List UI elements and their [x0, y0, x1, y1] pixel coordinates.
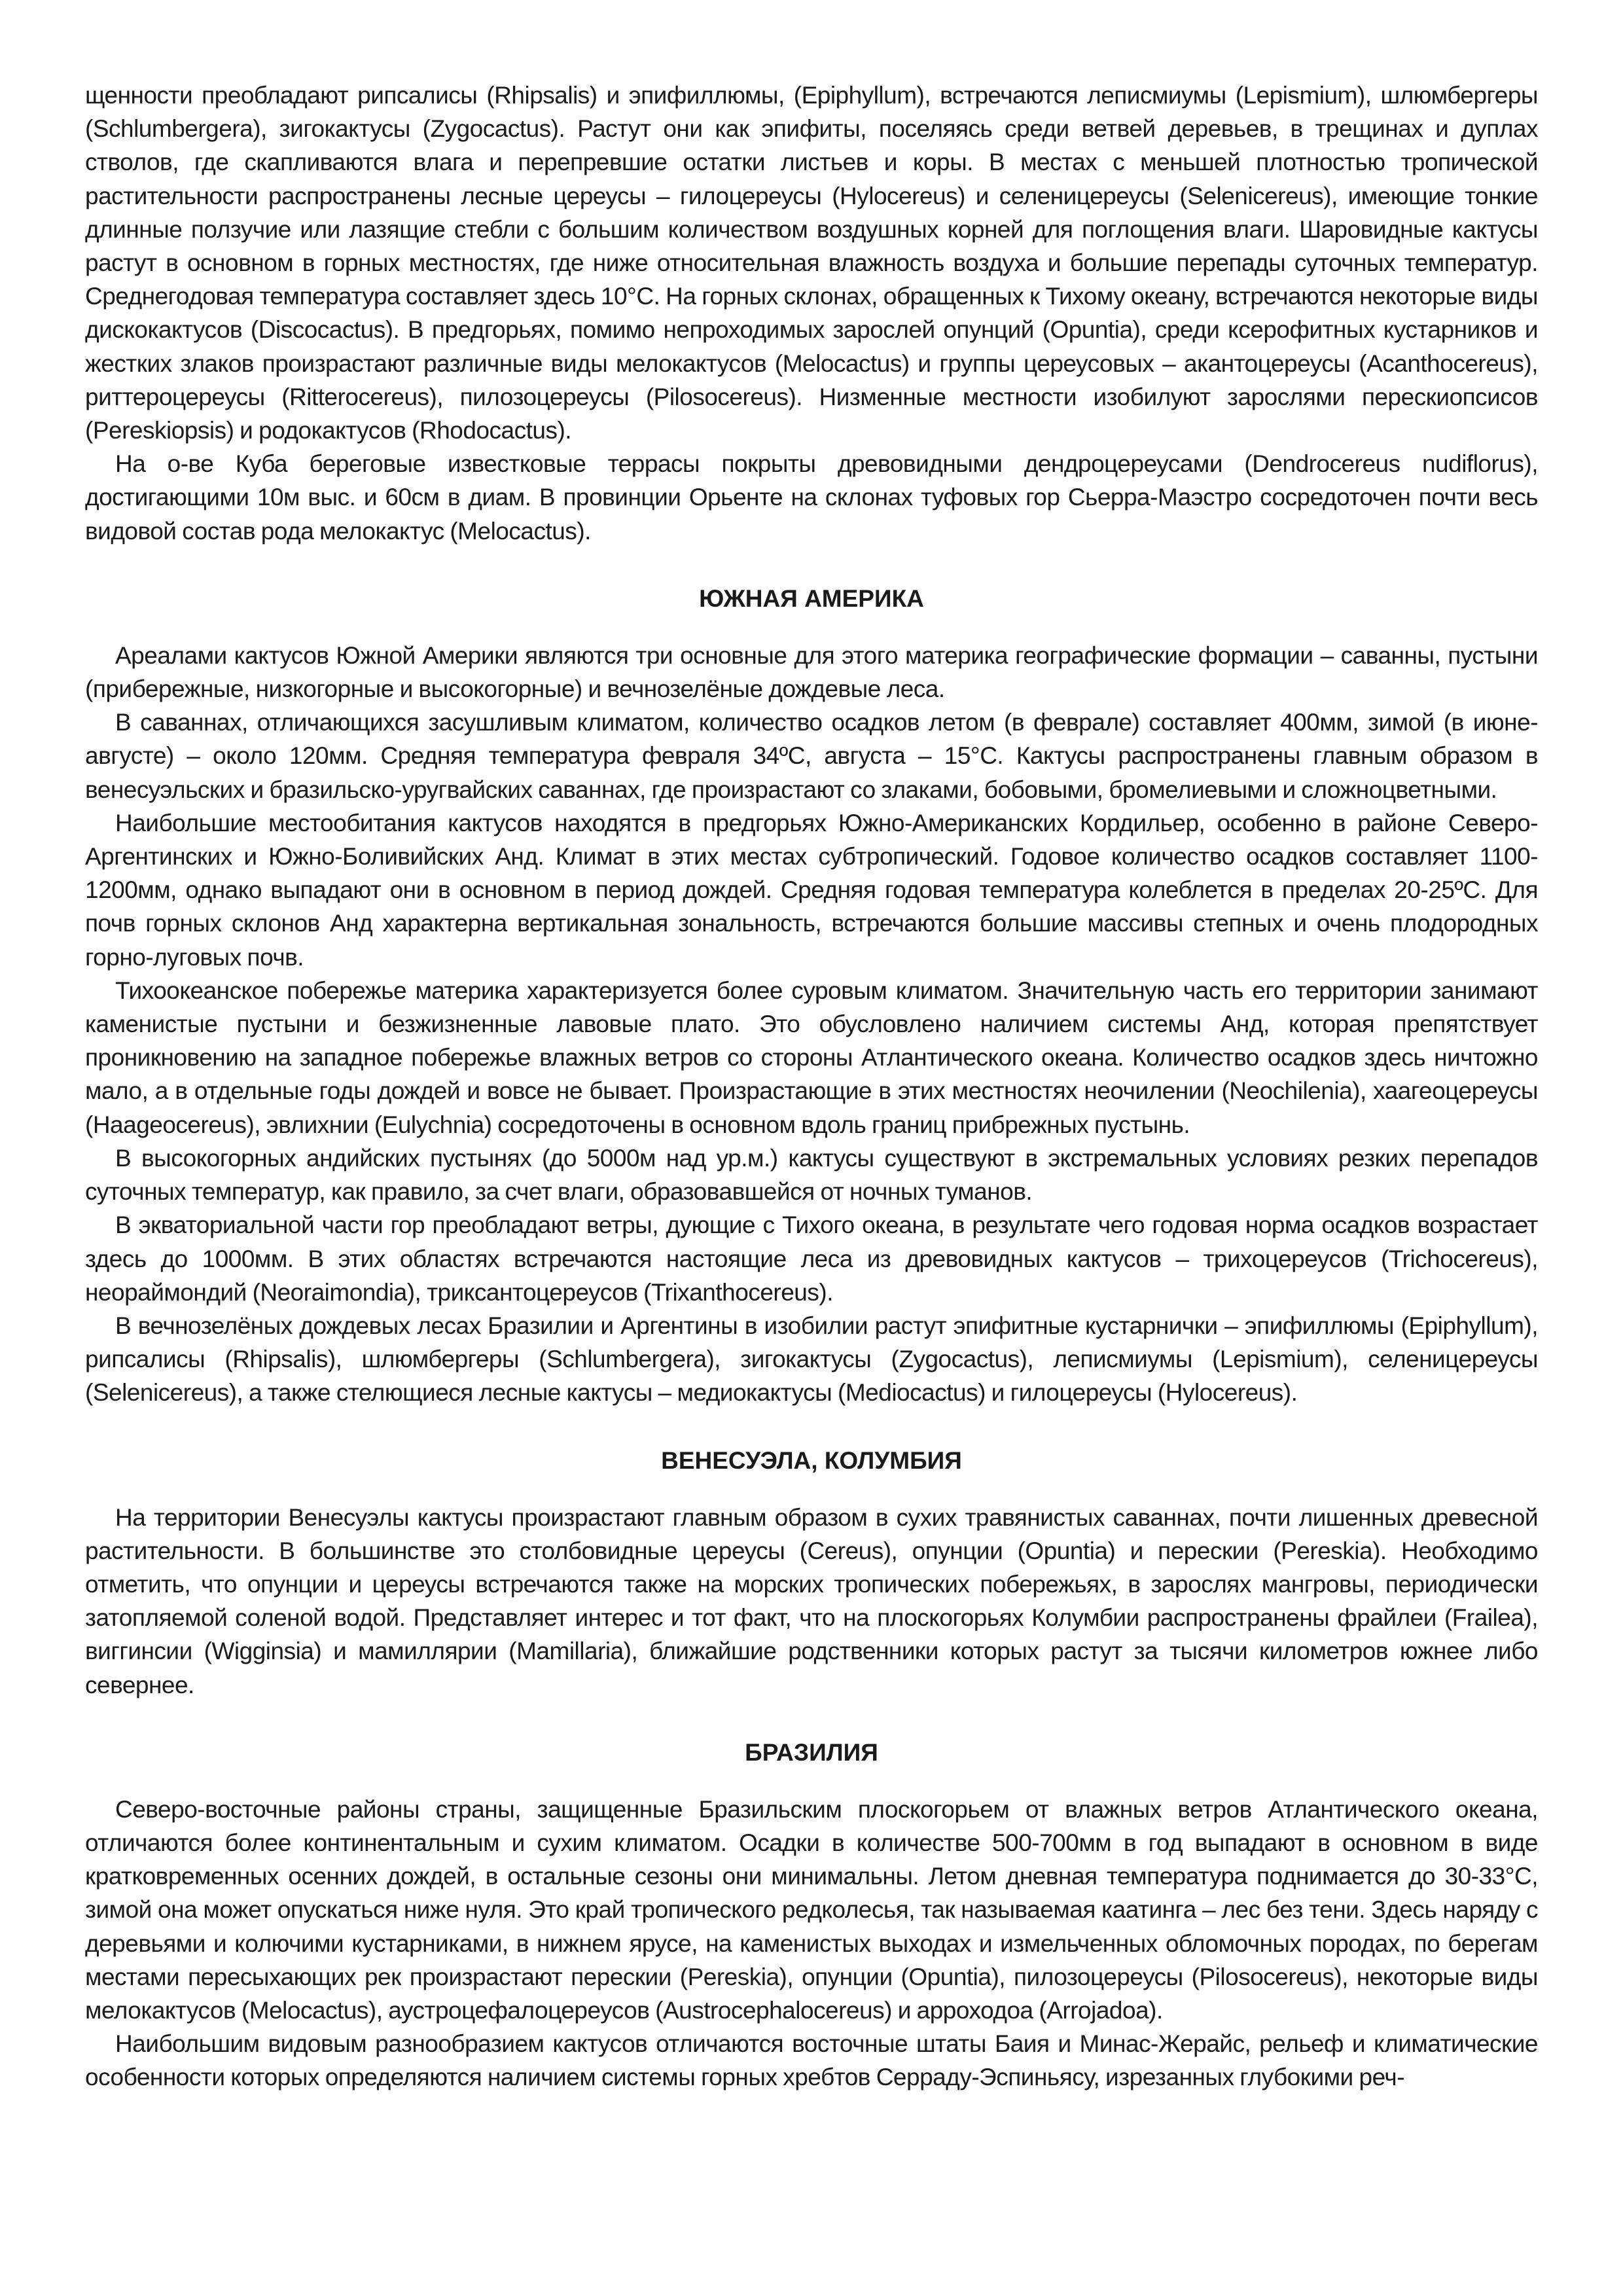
section-heading-brazil: БРАЗИЛИЯ — [745, 1738, 878, 1766]
paragraph: В экваториальной части гор преобладают ветры, дующие с Тихого океана, в результате чего годовая норма осадков возрастает здесь до 1000мм. В этих областях встречаются настоящие леса из древовидных кактусов – трихоцереусов (Trichocereus), неораймондий (Neoraimondia), триксантоцереусов (Trixanthocereus). — [85, 1211, 1538, 1306]
paragraph: щенности преобладают рипсалисы (Rhipsalis) и эпифиллюмы, (Epiphyllum), встречаются леписмиумы (Lepismium), шлюмбергеры (Schlumbergera), зигокактусы (Zygocactus). Растут они как эпифиты, поселяясь среди ветвей деревьев, в трещинах и дуплах стволов, где скапливаются влага и перепревшие остатки листьев и коры. В местах с меньшей плотностью тропической растительности распространены лесные цереусы – гилоцереусы (Hylocereus) и селеницереусы (Selenicereus), имеющие тонкие длинные ползучие или лазящие стебли с большим количеством воздушных корней для поглощения влаги. Шаровидные кактусы растут в основном в горных местностях, где ниже относительная влажность воздуха и большие перепады суточных температур. Среднегодовая температура составляет здесь 10°С. На горных склонах, обращенных к Тихому океану, встречаются некоторые виды дискокактусов (Discocactus). В предгорьях, помимо непроходимых зарослей опунций (Opuntia), среди ксерофитных кустарников и жестких злаков произрастают различные виды мелокактусов (Melocactus) и группы цереусовых – акантоцереусы (Acanthocereus), риттероцереусы (Ritterocereus), пилозоцереусы (Pilosocereus). Низменные местности изобилуют зарослями перескиопсисов (Pereskiopsis) и родокактусов (Rhodocactus). — [85, 82, 1538, 444]
paragraph: Ареалами кактусов Южной Америки являются три основные для этого материка географические формации – саванны, пустыни (прибережные, низкогорные и высокогорные) и вечнозелёные дождевые леса. — [85, 641, 1538, 703]
paragraph: Наибольшим видовым разнообразием кактусов отличаются восточные штаты Баия и Минас-Жерайс, рельеф и климатические особенности которых определяются наличием системы горных хребтов Серраду-Эспиньясу, изрезанных глубокими реч- — [85, 2030, 1538, 2091]
document-page — [85, 79, 1538, 2094]
paragraph: Наибольшие местообитания кактусов находятся в предгорьях Южно-Американских Кордильер, особенно в районе Северо-Аргентинских и Южно-Боливийских Анд. Климат в этих местах субтропический. Годовое количество осадков составляет 1100-1200мм, однако выпадают они в основном в период дождей. Средняя годовая температура колеблется в пределах 20-25ºС. Для почв горных склонов Анд характерна вертикальная зональность, встречаются большие массивы степных и очень плодородных горно-луговых почв. — [85, 809, 1538, 971]
section-heading-south-america: ЮЖНАЯ АМЕРИКА — [699, 584, 924, 612]
paragraph: В вечнозелёных дождевых лесах Бразилии и Аргентины в изобилии растут эпифитные кустарнички – эпифиллюмы (Epiphyllum), рипсалисы (Rhipsalis), шлюмбергеры (Schlumbergera), зигокактусы (Zygocactus), леписмиумы (Lepismium), селеницереусы (Selenicereus), а также стелющиеся лесные кактусы – медиокактусы (Mediocactus) и гилоцереусы (Hylocereus). — [85, 1312, 1538, 1407]
paragraph: В высокогорных андийских пустынях (до 5000м над ур.м.) кактусы существуют в экстремальных условиях резких перепадов суточных температур, как правило, за счет влаги, образовавшейся от ночных туманов. — [85, 1144, 1538, 1206]
paragraph: На территории Венесуэлы кактусы произрастают главным образом в сухих травянистых саваннах, почти лишенных древесной растительности. В большинстве это столбовидные цереусы (Cereus), опунции (Opuntia) и перескии (Pereskia). Необходимо отметить, что опунции и цереусы встречаются также на морских тропических побережьях, в зарослях мангровы, периодически затопляемой соленой водой. Представляет интерес и тот факт, что на плоскогорьях Колумбии распространены фрайлеи (Frailea), виггинсии (Wigginsia) и мамиллярии (Mamillaria), ближайшие родственники которых растут за тысячи километров южнее либо севернее. — [85, 1503, 1538, 1698]
paragraph: Северо-восточные районы страны, защищенные Бразильским плоскогорьем от влажных ветров Атлантического океана, отличаются более континентальным и сухим климатом. Осадки в количестве 500-700мм в год выпадают в основном в виде кратковременных осенних дождей, в остальные сезоны они минимальны. Летом дневная температура поднимается до 30-33°С, зимой она может опускаться ниже нуля. Это край тропического редколесья, так называемая каатинга – лес без тени. Здесь наряду с деревьями и колючими кустарниками, в нижнем ярусе, на каменистых выходах и измельченных обломочных породах, по берегам местами пересыхающих рек произрастают перескии (Pereskia), опунции (Opuntia), пилозоцереусы (Pilosocereus), некоторые виды мелокактусов (Melocactus), аустроцефалоцереусов (Austrocephalocereus) и арроходоа (Arrojadoa). — [85, 1795, 1538, 2024]
paragraph: На о-ве Куба береговые известковые террасы покрыты древовидными дендроцереусами (Dendrocereus nudiflorus), достигающими 10м выс. и 60см в диам. В провинции Орьенте на склонах туфовых гор Сьерра-Маэстро сосредоточен почти весь видовой состав рода мелокактус (Melocactus). — [85, 450, 1538, 545]
paragraph: Тихоокеанское побережье материка характеризуется более суровым климатом. Значительную часть его территории занимают каменистые пустыни и безжизненные лавовые плато. Это обусловлено наличием системы Анд, которая препятствует проникновению на западное побережье влажных ветров со стороны Атлантического океана. Количество осадков здесь ничтожно мало, а в отдельные годы дождей и вовсе не бывает. Произрастающие в этих местностях неочилении (Neochilenia), хаагеоцереусы (Haageocereus), эвлихнии (Eulychnia) сосредоточены в основном вдоль границ прибрежных пустынь. — [85, 977, 1538, 1138]
section-heading-venezuela-colombia: ВЕНЕСУЭЛА, КОЛУМБИЯ — [661, 1446, 962, 1474]
paragraph: В саваннах, отличающихся засушливым климатом, количество осадков летом (в феврале) составляет 400мм, зимой (в июне-августе) – около 120мм. Средняя температура февраля 34ºС, августа – 15°С. Кактусы распространены главным образом в венесуэльских и бразильско-уругвайских саваннах, где произрастают со злаками, бобовыми, бромелиевыми и сложноцветными. — [85, 709, 1538, 803]
